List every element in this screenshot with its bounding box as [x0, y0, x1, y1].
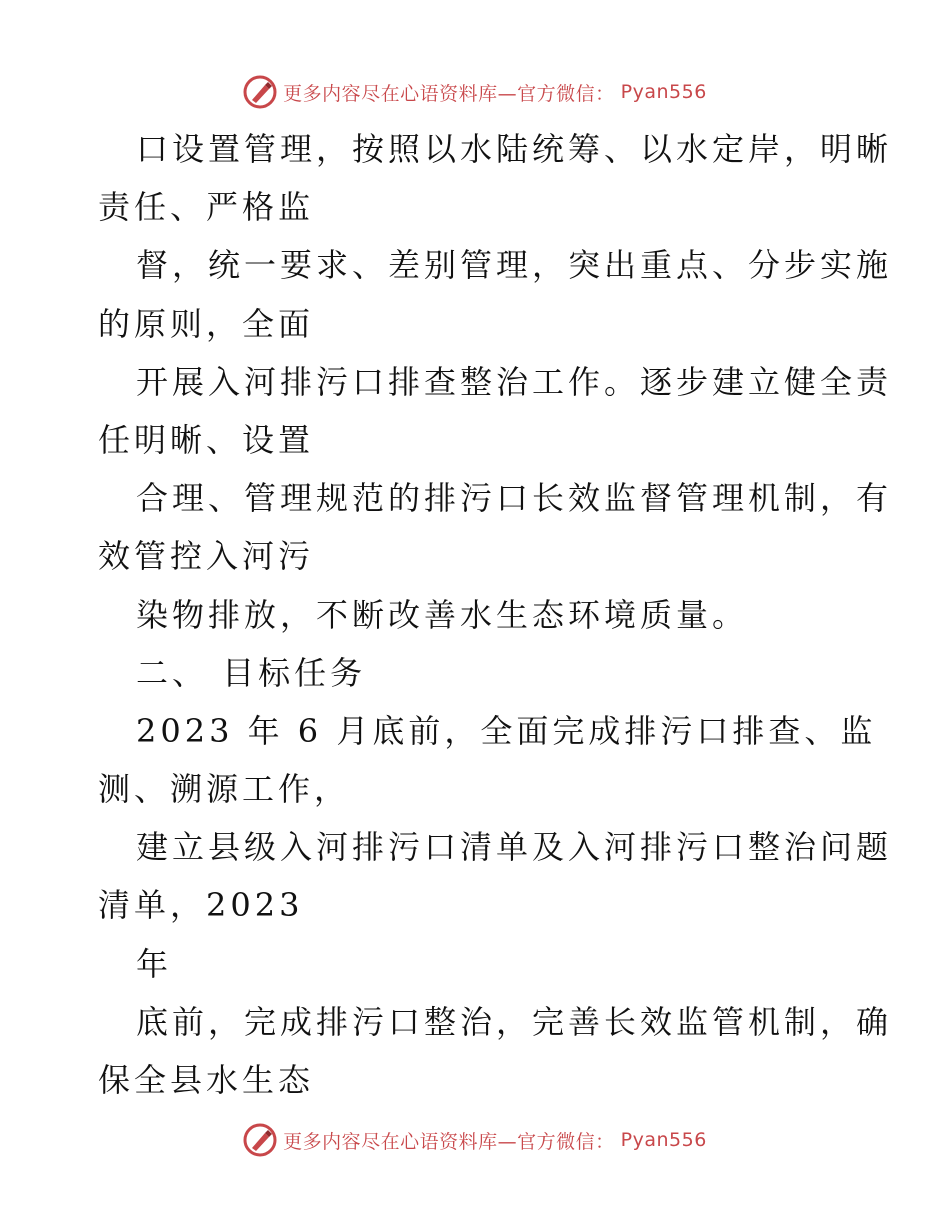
paragraph-line: 底前，完成排污口整治，完善长效监管机制，确 [136, 1002, 893, 1041]
pen-logo-icon [243, 75, 277, 109]
paragraph-line: 督，统一要求、差别管理，突出重点、分步实施 [136, 246, 893, 285]
watermark-handle: Pyan556 [620, 81, 707, 103]
header-watermark [0, 72, 950, 112]
paragraph-line: 保全县水生态 [98, 1061, 315, 1099]
paragraph-line: 合理、管理规范的排污口长效监督管理机制，有 [136, 479, 893, 518]
watermark-text: 更多内容尽在心语资料库—官方微信： [283, 1130, 615, 1153]
paragraph-line: 口设置管理，按照以水陆统筹、以水定岸，明晰 [136, 130, 893, 168]
watermark-text: 更多内容尽在心语资料库—官方微信： [283, 82, 615, 105]
paragraph-line: 责任、严格监 [98, 188, 315, 227]
paragraph-line: 二、 目标任务 [136, 653, 367, 692]
paragraph-line: 测、溯源工作， [98, 770, 351, 809]
paragraph-line: 清单，2023 [98, 886, 304, 925]
paragraph-line: 建立县级入河排污口清单及入河排污口整治问题 [136, 828, 893, 867]
paragraph-line: 2023 年 6 月底前，全面完成排污口排查、监 [136, 711, 877, 750]
paragraph-line: 开展入河排污口排查整治工作。逐步建立健全责 [136, 362, 893, 401]
watermark-handle: Pyan556 [620, 1129, 707, 1151]
paragraph-line: 效管控入河污 [98, 537, 315, 576]
paragraph-line: 染物排放，不断改善水生态环境质量。 [136, 595, 749, 634]
document-body [98, 120, 893, 1109]
paragraph-line: 年 [136, 944, 173, 983]
paragraph-line: 任明晰、设置 [98, 420, 315, 459]
footer-watermark [0, 1120, 950, 1160]
pen-logo-icon [243, 1123, 277, 1157]
paragraph-line: 的原则，全面 [98, 304, 315, 343]
